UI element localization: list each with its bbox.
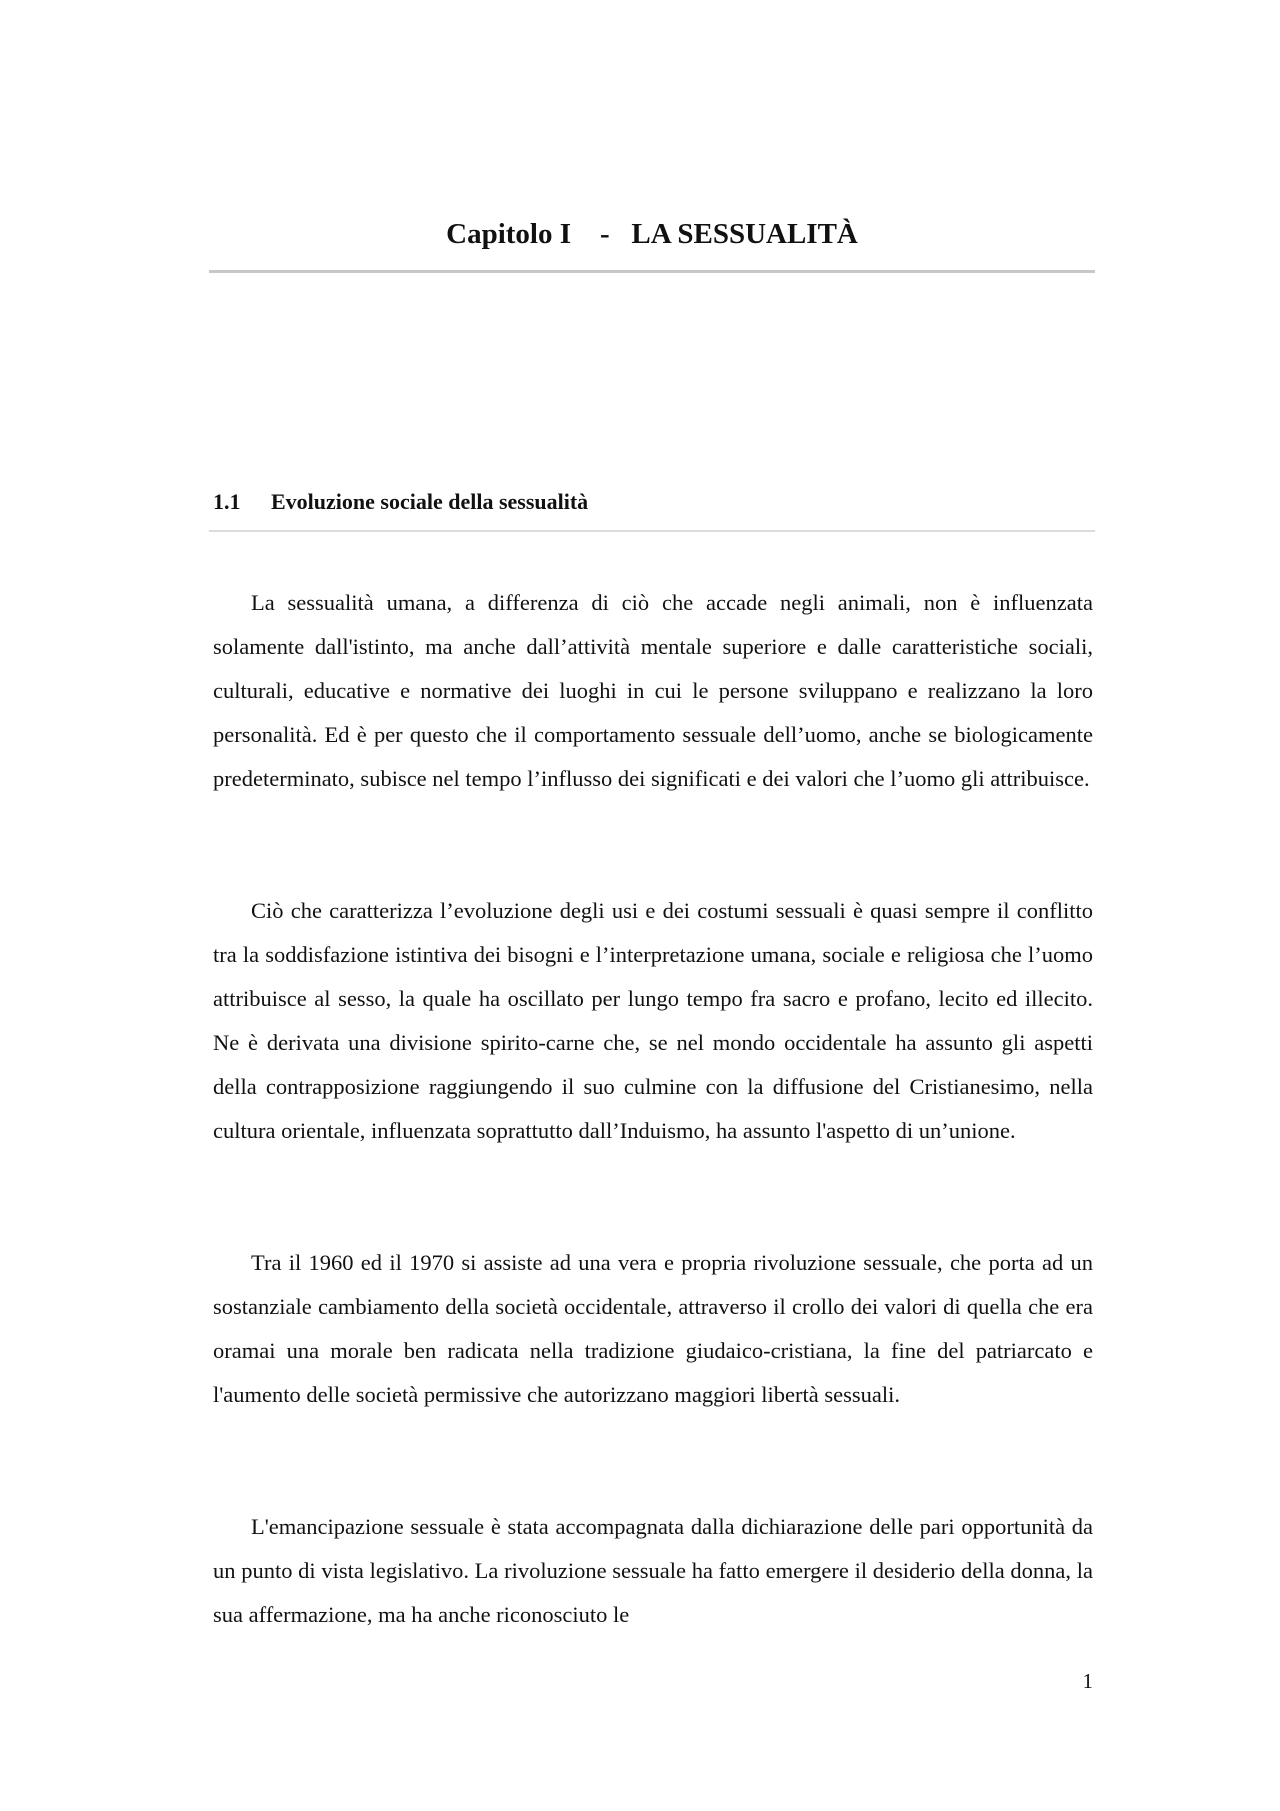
section-heading [213,488,588,516]
page-number: 1 [1082,1669,1093,1693]
section-number: 1.1 [213,489,241,514]
paragraph-1: La sessualità umana, a differenza di ciò che accade negli animali, non è influenzata solamente dall'istinto, ma anche dall’attività mentale superiore e dalle caratteristiche sociali, culturali, educative e normative dei luoghi in cui le persone sviluppano e realizzano la loro personalità. Ed è per questo che il comportamento sessuale dell’uomo, anche se biologicamente predeterminato, subisce nel tempo l’influsso dei significati e dei valori che l’uomo gli attribuisce. [213,590,1093,791]
section-divider [209,530,1095,532]
paragraph-4: L'emancipazione sessuale è stata accompagnata dalla dichiarazione delle pari opportunità da un punto di vista legislativo. La rivoluzione sessuale ha fatto emergere il desiderio della donna, la sua affermazione, ma ha anche riconosciuto le [213,1514,1093,1627]
paragraph-2: Ciò che caratterizza l’evoluzione degli usi e dei costumi sessuali è quasi sempre il conflitto tra la soddisfazione istintiva dei bisogni e l’interpretazione umana, sociale e religiosa che l’uomo attribuisce al sesso, la quale ha oscillato per lungo tempo fra sacro e profano, lecito ed illecito. Ne è derivata una divisione spirito-carne che, se nel mondo occidentale ha assunto gli aspetti della contrapposizione raggiungendo il suo culmine con la diffusione del Cristianesimo, nella cultura orientale, influenzata soprattutto dall’Induismo, ha assunto l'aspetto di un’unione. [213,898,1093,1143]
chapter-title: Capitolo I - LA SESSUALITÀ [446,218,858,250]
chapter-divider [209,270,1095,273]
section-title: Evoluzione sociale della sessualità [271,489,589,514]
paragraph-3: Tra il 1960 ed il 1970 si assiste ad una vera e propria rivoluzione sessuale, che porta ad un sostanziale cambiamento della società occidentale, attraverso il crollo dei valori di quella che era oramai una morale ben radicata nella tradizione giudaico-cristiana, la fine del patriarcato e l'aumento delle società permissive che autorizzano maggiori libertà sessuali. [213,1250,1093,1407]
